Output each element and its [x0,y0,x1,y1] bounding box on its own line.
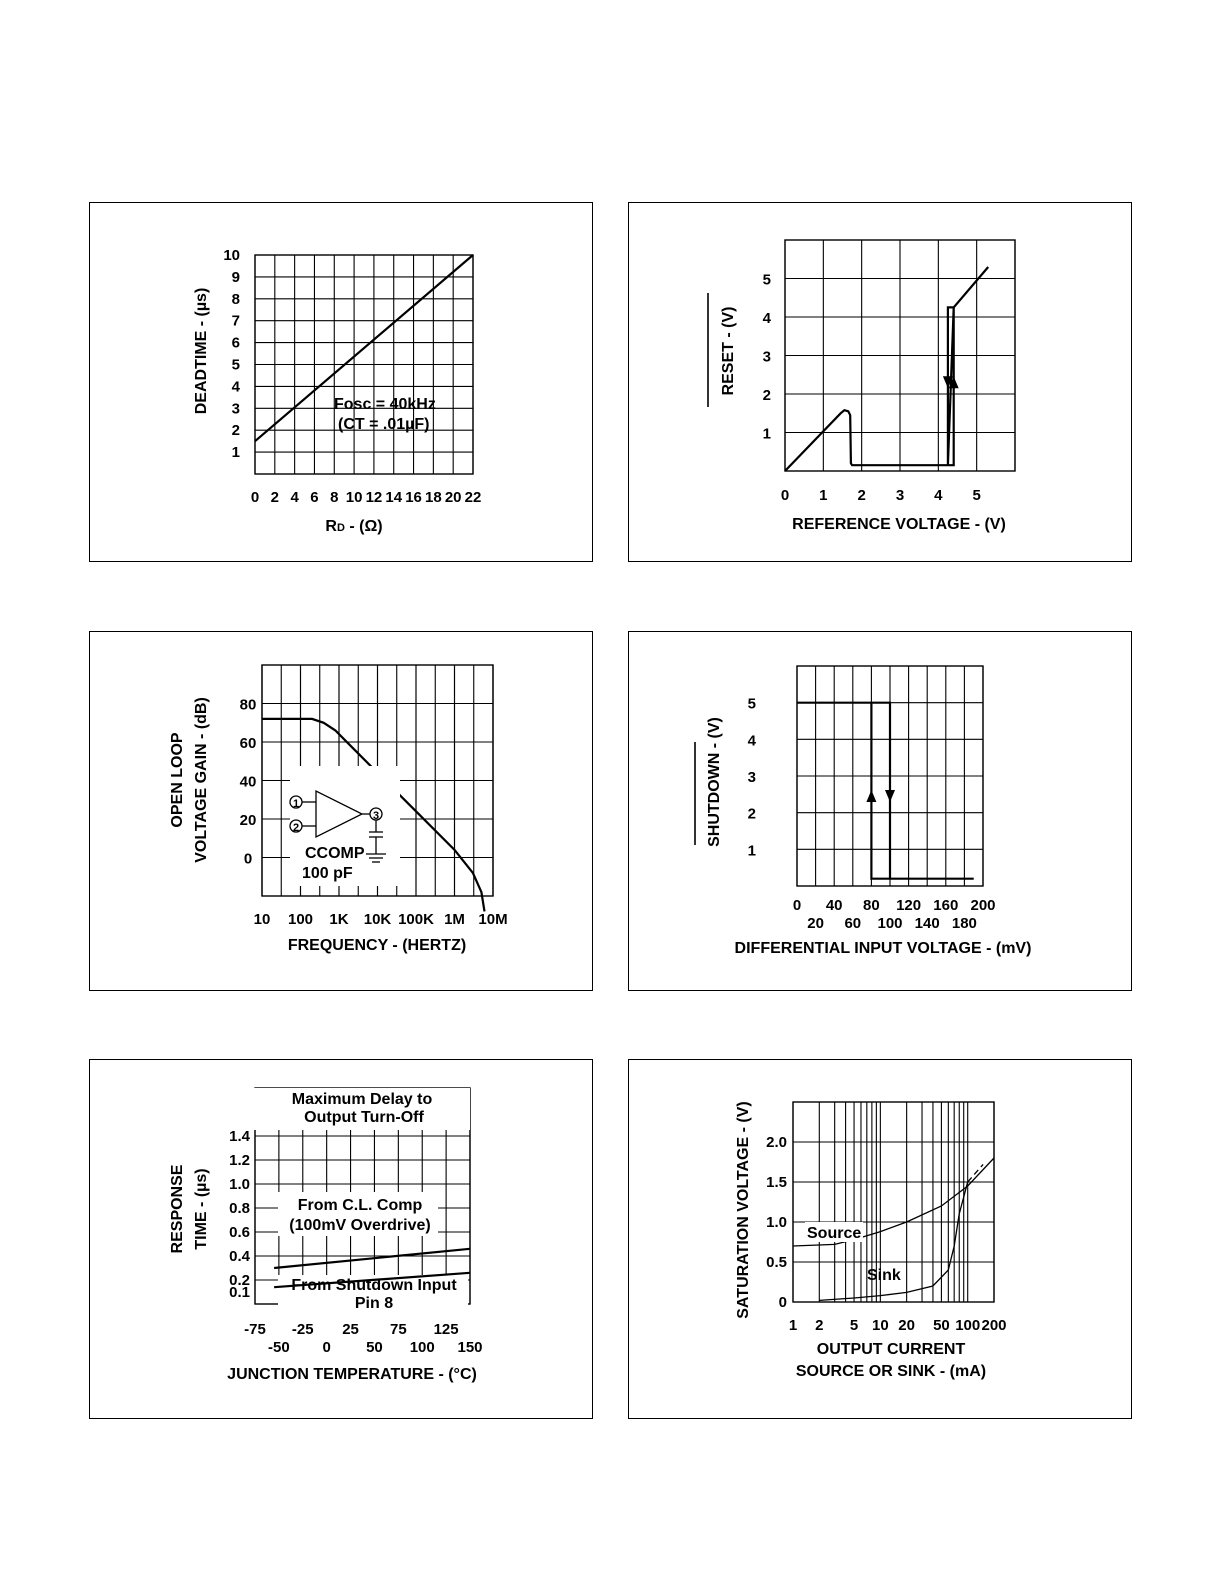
frequency-x-label: FREQUENCY - (HERTZ) [287,937,467,954]
response-y-label-line2: TIME - (µs) [193,1168,210,1250]
diff-input-x-label: DIFFERENTIAL INPUT VOLTAGE - (mV) [734,940,1032,957]
tick-label: 5 [849,1317,859,1334]
tick-label: 80 [239,696,257,714]
ccomp-value: 100 pF [302,865,353,882]
tick-label: 4 [747,732,756,750]
tick-label: 100 [955,1317,981,1334]
tick-label: 20 [239,812,257,829]
tick-label: 2 [747,805,756,823]
tick-label: 18 [425,489,442,506]
tick-label: 3 [747,769,756,786]
tick-label: -75 [244,1321,266,1338]
tick-label: 5 [762,271,771,289]
reset-curve [785,267,988,471]
tick-label: 0.4 [229,1248,250,1265]
saturation-chart [629,1060,1133,1420]
sink-curve-dashed [968,1164,983,1182]
max-delay-label-1: Maximum Delay to [291,1091,433,1108]
shutdown-y-label: SHUTDOWN - (V) [706,717,723,847]
open-loop-gain-panel [89,631,593,991]
reset-x-label: REFERENCE VOLTAGE - (V) [792,516,1006,533]
tick-label: 25 [342,1321,359,1338]
tick-label: 6 [231,334,240,352]
tick-label: 4 [290,489,299,506]
tick-label: 1M [444,911,465,928]
deadtime-chart [90,203,594,563]
tick-label: 1 [788,1317,798,1334]
tick-label: 2 [270,489,279,506]
sink-label: Sink [867,1267,901,1284]
temperature-x-label: JUNCTION TEMPERATURE - (°C) [227,1366,477,1383]
tick-label: 1.2 [229,1152,250,1169]
shutdown-chart [629,632,1133,992]
tick-label: 20 [444,489,462,506]
tick-label: 0.2 [229,1272,250,1289]
tick-label: 2 [231,422,240,440]
tick-label: 3 [895,487,905,504]
tick-label: 2 [857,487,866,504]
tick-label: 40 [825,897,843,914]
tick-label: 10 [345,489,363,506]
response-time-chart [90,1060,594,1420]
tick-label: 50 [933,1317,950,1334]
tick-label: 3 [231,400,240,418]
tick-label: 20 [807,915,824,932]
tick-label: 4 [231,378,240,396]
tick-label: 3 [762,348,771,366]
tick-label: 40 [239,773,257,791]
output-current-x-label: OUTPUT CURRENT [816,1341,966,1358]
tick-label: 2 [815,1317,824,1334]
response-y-label-line1: RESPONSE [169,1164,186,1254]
tick-label: 100 [409,1339,435,1356]
tick-label: 1 [762,425,771,443]
tick-label: -50 [268,1339,290,1356]
arrow-up-icon [866,790,876,802]
tick-label: 0.6 [229,1224,250,1241]
tick-label: 1 [747,842,756,860]
tick-label: 1 [231,444,240,462]
tick-label: 160 [933,897,959,914]
tick-label: 100 [287,911,314,928]
rd-x-label: RD - (Ω) [325,518,383,535]
tick-label: 14 [385,489,403,506]
ct-annotation: (CT = .01µF) [338,416,430,433]
open-loop-gain-chart [90,632,594,992]
tick-label: 120 [896,897,922,914]
tick-label: 60 [239,735,257,752]
cl-comp-label-1: From C.L. Comp [297,1197,423,1214]
arrow-down-icon [885,790,895,802]
cl-comp-line [274,1249,470,1268]
reset-y-label: RESET - (V) [720,306,737,396]
max-delay-label-2: Output Turn-Off [304,1109,424,1126]
tick-label: 80 [863,897,880,914]
shutdown-input-label-1: From Shutdown Input [291,1277,457,1294]
tick-label: 1 [819,487,828,504]
tick-label: 20 [898,1317,915,1334]
tick-label: 1.0 [229,1176,250,1193]
tick-label: 125 [433,1321,459,1338]
tick-label: 75 [389,1321,407,1338]
saturation-y-label: SATURATION VOLTAGE - (V) [735,1101,752,1319]
tick-label: 0.5 [766,1254,787,1271]
tick-label: 7 [231,312,240,330]
tick-label: 8 [231,290,240,308]
saturation-chart-panel [628,1059,1132,1419]
fosc-annotation: Fosc = 40kHz [334,396,436,413]
tick-label: 150 [457,1339,483,1356]
tick-label: 1.0 [766,1214,787,1231]
pin-3-label: 3 [372,810,380,822]
tick-label: 10M [478,911,508,928]
gain-y-label-line2: VOLTAGE GAIN - (dB) [193,697,210,863]
pin-1-label: 1 [292,798,300,810]
tick-label: 5 [231,356,240,374]
tick-label: 200 [981,1317,1007,1334]
tick-label: 1.4 [229,1128,250,1145]
tick-label: 100K [398,911,434,928]
gain-y-label-line1: OPEN LOOP [169,732,186,828]
tick-label: 10 [872,1317,889,1334]
deadtime-line [255,255,473,441]
response-time-panel [89,1059,593,1419]
tick-label: 0.1 [229,1284,250,1301]
source-sink-x-label: SOURCE OR SINK - (mA) [795,1363,987,1380]
tick-label: 200 [970,897,996,914]
tick-label: 5 [747,695,756,713]
tick-label: 0 [322,1339,331,1356]
reset-chart [629,203,1133,563]
tick-label: 10K [363,911,392,928]
tick-label: 0 [250,489,260,506]
reset-chart-panel [628,202,1132,562]
ccomp-label: CCOMP [305,845,365,862]
tick-label: 0 [778,1294,787,1311]
pin-2-label: 2 [292,822,300,834]
tick-label: 50 [366,1339,383,1356]
tick-label: 8 [330,489,339,506]
tick-label: 12 [365,489,383,506]
tick-label: 180 [951,915,977,932]
tick-label: 10 [253,911,271,928]
tick-label: 1.5 [766,1174,787,1191]
tick-label: 100 [877,915,903,932]
deadtime-chart-panel [89,202,593,562]
tick-label: 0 [792,897,802,914]
tick-label: 0 [243,850,253,868]
tick-label: 2.0 [766,1134,787,1151]
tick-label: 4 [934,487,943,504]
op-amp-symbol [290,766,400,886]
tick-label: 9 [231,268,240,286]
tick-label: 60 [844,915,862,932]
shutdown-input-label-2: Pin 8 [354,1295,394,1312]
shutdown-chart-panel [628,631,1132,991]
tick-label: 140 [914,915,940,932]
source-label: Source [807,1225,862,1242]
tick-label: 1K [329,911,349,928]
tick-label: 0.8 [229,1200,250,1217]
tick-label: 2 [762,387,771,404]
deadtime-y-label: DEADTIME - (µs) [193,287,210,415]
tick-label: 0 [780,487,790,504]
cl-comp-label-2: (100mV Overdrive) [289,1217,431,1234]
tick-label: 22 [464,489,482,506]
tick-label: 16 [405,489,422,506]
tick-label: -25 [291,1321,314,1338]
tick-label: 5 [972,487,981,504]
tick-label: 4 [762,310,771,327]
tick-label: 6 [310,489,319,506]
tick-label: 10 [223,247,240,264]
